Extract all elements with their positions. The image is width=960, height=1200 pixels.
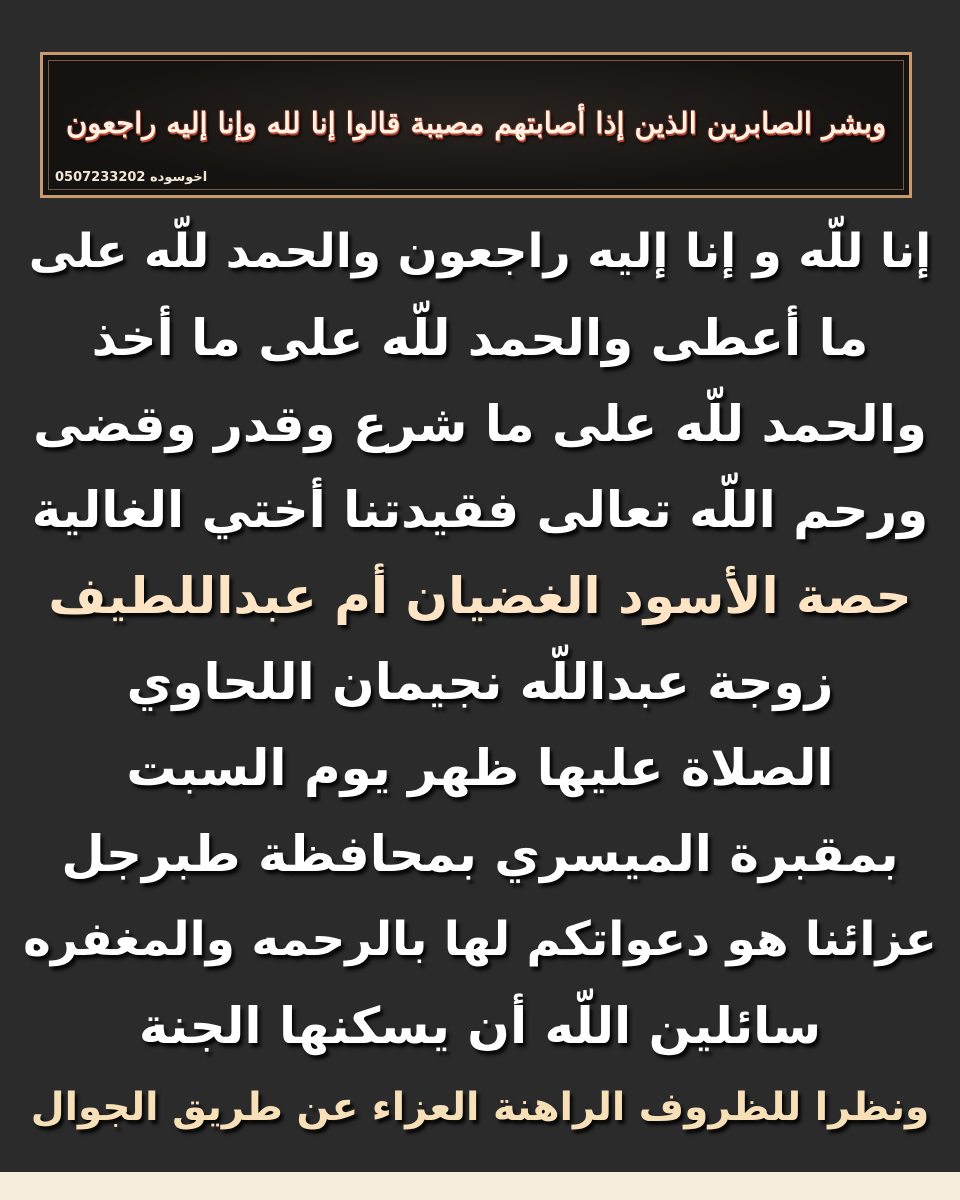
banner-phone-number: اخوسوده 0507233202 (55, 170, 208, 185)
line-9: عزائنا هو دعواتكم لها بالرحمه والمغفره (23, 912, 937, 967)
line-6: زوجة عبداللّه نجيمان اللحاوي (126, 653, 834, 711)
line-8: بمقبرة الميسري بمحافظة طبرجل (61, 825, 899, 883)
quran-verse-calligraphy: وبشر الصابرين الذين إذا أصابتهم مصيبة قالوا إنا لله وإنا إليه راجعون (65, 106, 887, 140)
line-4: ورحم اللّه تعالى فقيدتنا أختي الغالية (31, 481, 929, 539)
line-3: والحمد للّه على ما شرع وقدر وقضى (33, 395, 927, 453)
footer-note: ونظرا للظروف الراهنة العزاء عن طريق الجوال (30, 1085, 930, 1130)
line-2: ما أعطى والحمد للّه على ما أخذ (91, 309, 869, 367)
line-1: إنا للّه و إنا إليه راجعون والحمد للّه على (28, 224, 932, 279)
calligraphy-banner (40, 52, 912, 198)
banner-frame (48, 60, 904, 190)
line-10: سائلين اللّه أن يسكنها الجنة (138, 997, 822, 1055)
bottom-strip (0, 1172, 960, 1200)
deceased-name: حصة الأسود الغضيان أم عبداللطيف (48, 567, 912, 625)
line-7: الصلاة عليها ظهر يوم السبت (126, 739, 834, 797)
